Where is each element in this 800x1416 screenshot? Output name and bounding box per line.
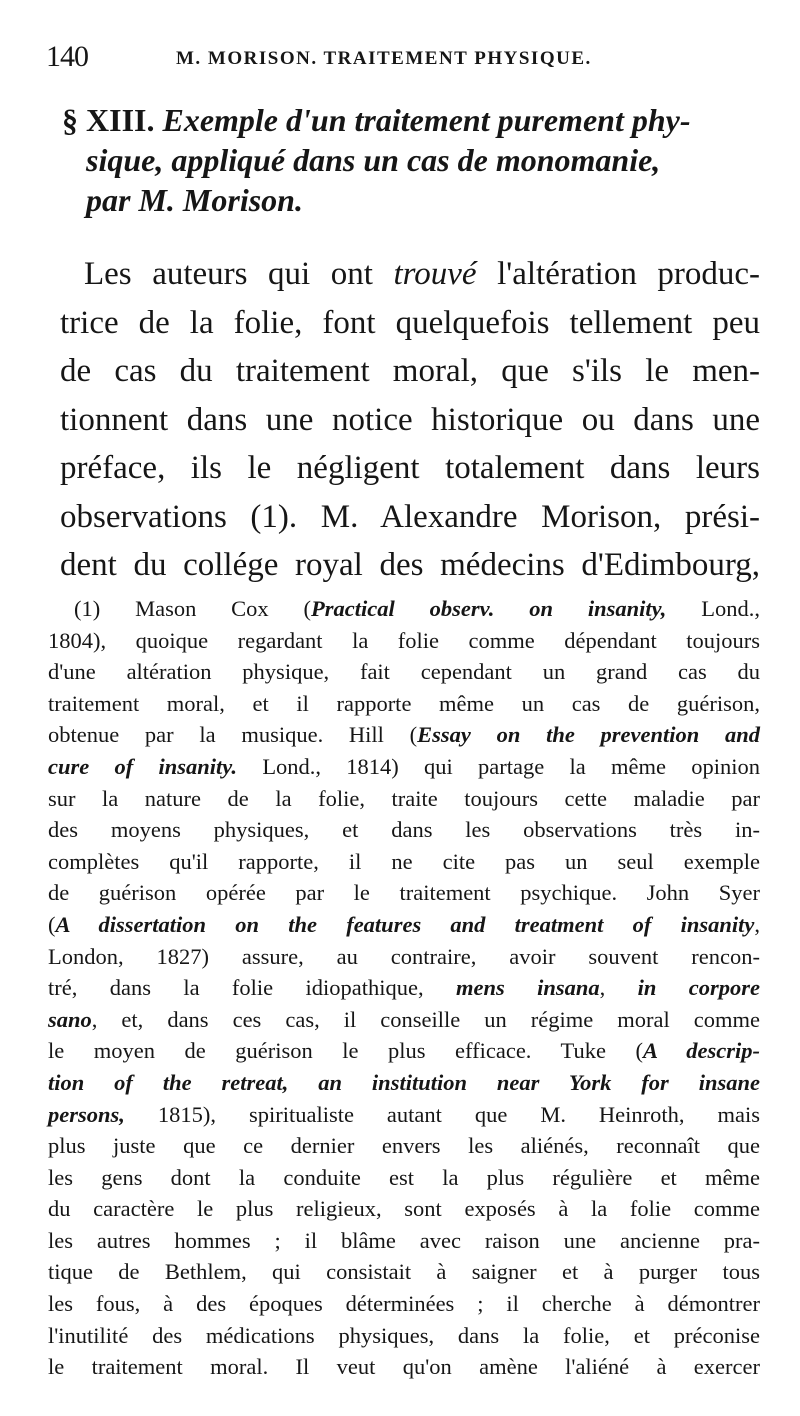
text-run: , — [754, 911, 760, 937]
footnote-line — [48, 1067, 760, 1099]
latin-phrase: sano — [48, 1006, 92, 1032]
section-number: § XIII. — [62, 102, 155, 138]
latin-phrase: in corpore — [637, 975, 761, 1001]
body-line: de cas du traitement moral, que s'ils le men- — [60, 353, 760, 389]
citation-title: A descrip- — [642, 1038, 760, 1064]
section-title-part: Exemple d'un traitement purement phy- — [162, 102, 691, 138]
footnote-line: de guérison opérée par le traitement psychique. John Syer — [48, 880, 760, 906]
text-run: l'altération produc- — [476, 256, 760, 292]
footnote-line: les fous, à des époques déterminées ; il cherche à démontrer — [48, 1291, 760, 1317]
body-line: préface, ils le négligent totalement dans leurs — [60, 450, 760, 486]
text-run: Lond., — [666, 596, 760, 621]
text-run: ( — [48, 911, 56, 937]
section-heading-line — [62, 140, 762, 180]
footnote-line: l'inutilité des médications physiques, dans la folie, et préconise — [48, 1322, 760, 1348]
latin-phrase: mens insana — [456, 975, 600, 1001]
footnote-line — [48, 1004, 760, 1036]
citation-title: Practical observ. on insanity, — [311, 596, 667, 621]
text-run: , et, dans ces cas, il conseille un régime moral comme — [91, 1006, 760, 1032]
page-number: 140 — [46, 40, 88, 73]
emphasis-run: trouvé — [393, 256, 477, 292]
footnote-line: 1804), quoique regardant la folie comme dépendant toujours — [48, 627, 760, 653]
footnote-line: des moyens physiques, et dans les observations très in- — [48, 817, 760, 843]
body-paragraph — [60, 250, 760, 590]
text-run: 1815), spiritualiste autant que M. Heinroth, mais — [124, 1101, 760, 1127]
footnote-line: traitement moral, et il rapporte même un cas de guérison, — [48, 690, 760, 716]
body-line: dent du collége royal des médecins d'Edimbourg, — [60, 547, 760, 583]
footnote-line: sur la nature de la folie, traite toujours cette maladie par — [48, 785, 760, 811]
footnote-line: le traitement moral. Il veut qu'on amène l'aliéné à exercer — [48, 1354, 760, 1380]
text-run: le moyen de guérison le plus efficace. Tuke ( — [48, 1038, 643, 1064]
text-run: Les auteurs qui ont — [84, 256, 394, 292]
footnote-line — [48, 1035, 760, 1067]
footnote-line: complètes qu'il rapporte, il ne cite pas un seul exemple — [48, 848, 760, 874]
text-run: , — [599, 975, 638, 1001]
citation-title: persons, — [48, 1101, 125, 1127]
footnote-line — [48, 751, 760, 783]
footnote-line — [48, 593, 760, 625]
body-line: tionnent dans une notice historique ou dans une — [60, 401, 760, 438]
footnote-line: les autres hommes ; il blâme avec raison une ancienne pra- — [48, 1227, 760, 1253]
section-heading-line — [62, 180, 762, 220]
footnote-line: du caractère le plus religieux, sont exposés à la folie comme — [48, 1196, 760, 1222]
footnote-line: plus juste que ce dernier envers les aliénés, reconnaît que — [48, 1133, 760, 1159]
citation-title: tion of the retreat, an institution near York for insane — [48, 1069, 760, 1095]
text-run: Lond., 1814) qui partage la même opinion — [237, 753, 760, 779]
text-run: tré, dans la folie idiopathique, — [48, 975, 456, 1001]
footnote-line: tique de Bethlem, qui consistait à saigner et à purger tous — [48, 1259, 760, 1285]
text-run: (1) Mason Cox ( — [74, 596, 312, 621]
section-title-part: par M. Morison. — [86, 182, 303, 218]
footnote-line: les gens dont la conduite est la plus régulière et même — [48, 1164, 760, 1190]
footnote-line — [48, 909, 760, 941]
body-line: trice de la folie, font quelquefois tellement peu — [60, 304, 760, 341]
footnote-line: d'une altération physique, fait cependant un grand cas du — [48, 659, 760, 685]
footnote-line — [48, 1099, 760, 1131]
footnote — [48, 593, 760, 1383]
running-head: M. MORISON. TRAITEMENT PHYSIQUE. — [176, 48, 592, 69]
body-line: observations (1). M. Alexandre Morison, prési- — [60, 498, 760, 535]
citation-title: Essay on the prevention and — [417, 722, 761, 748]
section-heading — [62, 100, 762, 220]
footnote-line — [48, 972, 760, 1004]
page-header — [46, 40, 758, 80]
section-title-part: sique, appliqué dans un cas de monomanie, — [86, 142, 661, 178]
footnote-line: London, 1827) assure, au contraire, avoir souvent rencon- — [48, 943, 760, 969]
text-run: obtenue par la musique. Hill ( — [48, 722, 418, 748]
citation-title: cure of insanity. — [48, 753, 238, 779]
footnote-line — [48, 719, 760, 751]
section-heading-line — [62, 100, 762, 140]
body-line — [60, 250, 760, 299]
citation-title: A dissertation on the features and treatment of insanity — [55, 911, 755, 937]
